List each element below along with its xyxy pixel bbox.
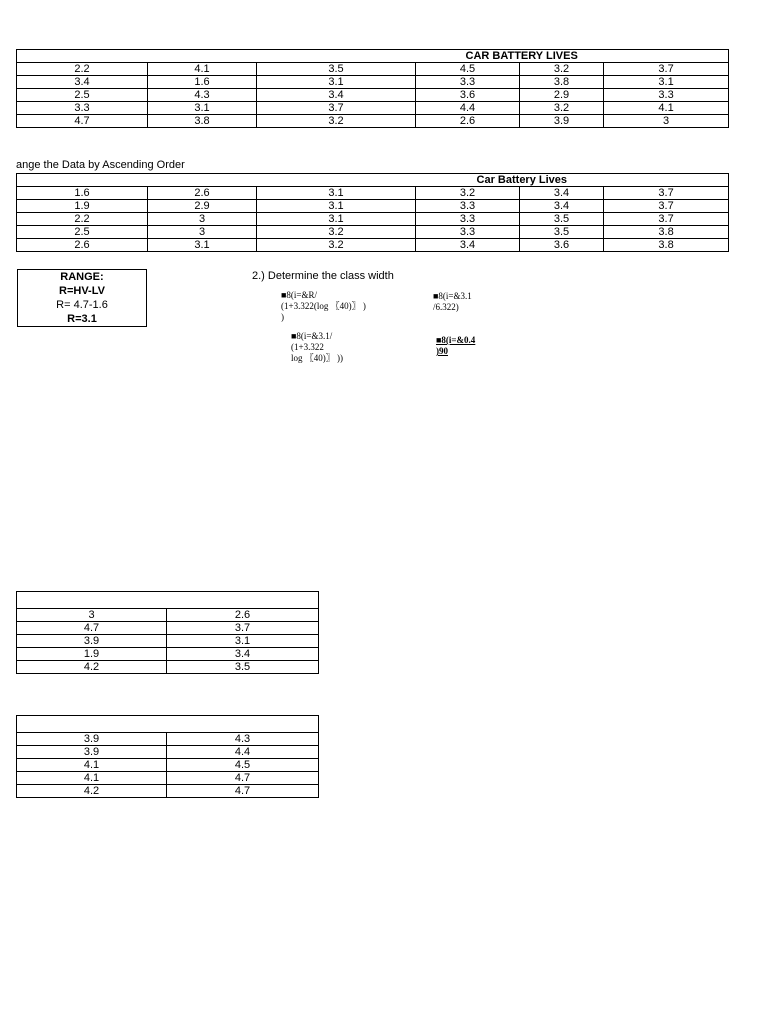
table-cell: 4.2 (17, 785, 167, 798)
table-cell: 3.1 (257, 200, 416, 213)
table-cell: 3.4 (416, 239, 520, 252)
table-cell: 4.1 (17, 759, 167, 772)
table-cell: 4.7 (17, 622, 167, 635)
table-cell: 4.2 (17, 661, 167, 674)
table-cell: 3.1 (604, 76, 729, 89)
table-row (17, 115, 729, 128)
table-cell: 2.5 (17, 226, 148, 239)
table-cell: 4.5 (167, 759, 319, 772)
table-cell: 4.7 (167, 772, 319, 785)
two-column-table-1 (16, 591, 319, 674)
step2-label: 2.) Determine the class width (252, 270, 394, 282)
table-header-row (17, 592, 319, 609)
table-cell: 3.2 (416, 187, 520, 200)
table-cell: 3.7 (167, 622, 319, 635)
table-cell: 1.6 (148, 76, 257, 89)
table-cell: 3.4 (520, 200, 604, 213)
table-title-row (17, 50, 729, 63)
table-cell: 3.3 (604, 89, 729, 102)
table-title-row (17, 174, 729, 187)
car-battery-lives-table (16, 49, 729, 128)
table-cell: 3 (148, 213, 257, 226)
table-row (17, 759, 319, 772)
table-cell: 3.1 (167, 635, 319, 648)
table-cell: 3.2 (520, 63, 604, 76)
table-cell: 3.3 (416, 200, 520, 213)
range-formula: R=HV-LV (59, 285, 105, 297)
table-row (17, 635, 319, 648)
table-cell: 3.9 (520, 115, 604, 128)
table-cell: 3.4 (167, 648, 319, 661)
table-cell: 3.8 (520, 76, 604, 89)
table-cell: 3.3 (416, 76, 520, 89)
table-row (17, 785, 319, 798)
table-cell: 3.8 (604, 226, 729, 239)
range-substitution: R= 4.7-1.6 (56, 299, 108, 311)
table-cell: 4.4 (167, 746, 319, 759)
table-row (17, 89, 729, 102)
table-cell: 3.7 (604, 63, 729, 76)
table-cell: 4.4 (416, 102, 520, 115)
table-cell: 3.5 (520, 213, 604, 226)
table-cell: 3.4 (17, 76, 148, 89)
table-cell: 2.9 (520, 89, 604, 102)
table-cell: 3.6 (520, 239, 604, 252)
table-cell: 3.4 (257, 89, 416, 102)
table-cell: 4.5 (416, 63, 520, 76)
table-row (17, 226, 729, 239)
table-cell: 3.2 (257, 115, 416, 128)
range-heading: RANGE: (60, 271, 104, 283)
table-row (17, 213, 729, 226)
table-cell: 3.5 (167, 661, 319, 674)
table-cell: 4.1 (17, 772, 167, 785)
table-cell: 4.7 (167, 785, 319, 798)
table-cell: 4.7 (17, 115, 148, 128)
table-row (17, 648, 319, 661)
table-row (17, 733, 319, 746)
two-column-table-2 (16, 715, 319, 798)
table-row (17, 102, 729, 115)
table-cell: 3.2 (257, 239, 416, 252)
table-cell: 2.5 (17, 89, 148, 102)
table-cell: 3.7 (604, 200, 729, 213)
table-cell: 3.3 (416, 213, 520, 226)
table-cell: 1.9 (17, 200, 148, 213)
table-cell: 2.2 (17, 213, 148, 226)
table-cell: 3.6 (416, 89, 520, 102)
range-result: R=3.1 (67, 313, 97, 325)
table-cell: 3.8 (604, 239, 729, 252)
table-cell: 3.9 (17, 733, 167, 746)
table-cell: 3 (17, 609, 167, 622)
table-row (17, 187, 729, 200)
class-width-formula-4: ■8(i=&0.4 )90 (436, 335, 476, 356)
table-cell: 3.7 (257, 102, 416, 115)
table-cell: 2.6 (17, 239, 148, 252)
table-row (17, 661, 319, 674)
table-row (17, 609, 319, 622)
table-row (17, 239, 729, 252)
table-cell: 3.1 (257, 76, 416, 89)
table-cell: 3.8 (148, 115, 257, 128)
class-width-formula-3: ■8(i=&3.1/ (1+3.322 log 〖40)〗 )) (291, 331, 343, 363)
section-label: ange the Data by Ascending Order (16, 159, 185, 171)
table-cell: 3.5 (520, 226, 604, 239)
table-cell: 2.6 (416, 115, 520, 128)
table-title: Car Battery Lives (416, 174, 729, 187)
table-cell: 2.2 (17, 63, 148, 76)
table-cell: 3.7 (604, 213, 729, 226)
table-cell: 3.7 (604, 187, 729, 200)
table-row (17, 76, 729, 89)
table-cell: 4.3 (167, 733, 319, 746)
table-cell: 3.2 (257, 226, 416, 239)
table-row (17, 622, 319, 635)
class-width-formula-2: ■8(i=&3.1 /6.322) (433, 291, 472, 312)
table-header-row (17, 716, 319, 733)
table-title: CAR BATTERY LIVES (416, 50, 729, 63)
table-cell: 3.3 (416, 226, 520, 239)
table-cell: 2.6 (148, 187, 257, 200)
table-cell: 3.1 (148, 239, 257, 252)
table-cell: 1.6 (17, 187, 148, 200)
table-cell: 3 (604, 115, 729, 128)
table-cell: 2.9 (148, 200, 257, 213)
table-cell: 3.3 (17, 102, 148, 115)
table-cell: 3 (148, 226, 257, 239)
table-cell: 3.5 (257, 63, 416, 76)
table-row (17, 200, 729, 213)
table-cell: 3.9 (17, 635, 167, 648)
table-cell: 3.9 (17, 746, 167, 759)
class-width-formula-1: ■8(i=&R/ (1+3.322(log 〖40)〗 ) ) (281, 290, 366, 322)
table-cell: 3.1 (257, 213, 416, 226)
table-row (17, 63, 729, 76)
table-cell: 3.1 (148, 102, 257, 115)
table-cell: 1.9 (17, 648, 167, 661)
table-row (17, 772, 319, 785)
table-cell: 3.4 (520, 187, 604, 200)
table-cell: 4.1 (148, 63, 257, 76)
table-cell: 3.1 (257, 187, 416, 200)
table-row (17, 746, 319, 759)
table-cell: 3.2 (520, 102, 604, 115)
table-cell: 4.1 (604, 102, 729, 115)
table-cell: 2.6 (167, 609, 319, 622)
sorted-battery-lives-table (16, 173, 729, 252)
range-box (17, 269, 147, 327)
table-cell: 4.3 (148, 89, 257, 102)
